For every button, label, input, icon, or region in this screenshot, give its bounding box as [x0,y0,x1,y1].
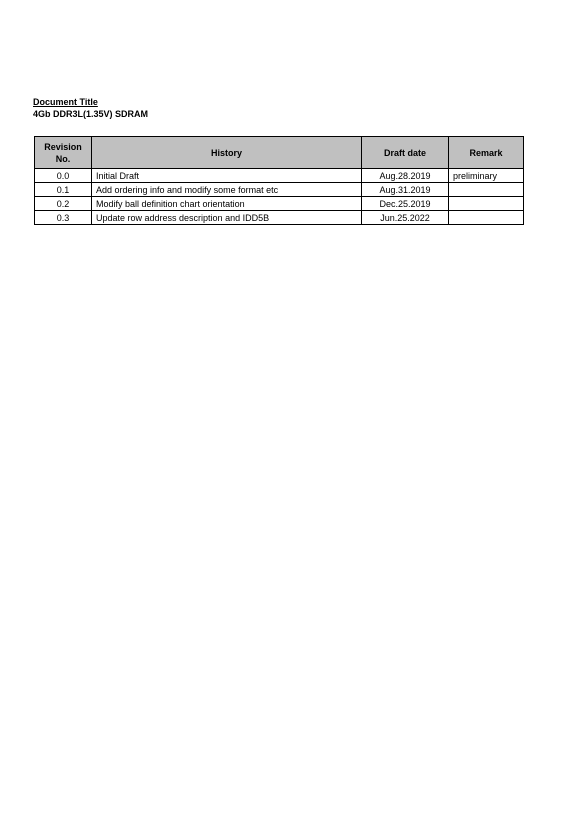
document-heading [33,96,148,120]
header-draft-date: Draft date [362,137,449,169]
cell-draft-date: Aug.31.2019 [362,183,449,197]
cell-history: Add ordering info and modify some format etc [92,183,362,197]
cell-remark: preliminary [449,169,524,183]
header-revision-line2: No. [55,153,71,164]
cell-remark [449,183,524,197]
header-remark: Remark [449,137,524,169]
cell-draft-date: Aug.28.2019 [362,169,449,183]
revision-history-table [34,136,524,225]
cell-history: Initial Draft [92,169,362,183]
cell-revision: 0.2 [35,197,92,211]
header-revision-line1: Revision [44,141,82,152]
cell-draft-date: Dec.25.2019 [362,197,449,211]
table-header-row [35,137,524,169]
cell-history: Modify ball definition chart orientation [92,197,362,211]
cell-history: Update row address description and IDD5B [92,211,362,225]
cell-remark [449,197,524,211]
table-row [35,169,524,183]
cell-revision: 0.3 [35,211,92,225]
table-row [35,211,524,225]
table-row [35,183,524,197]
cell-remark [449,211,524,225]
table-row [35,197,524,211]
header-history: History [92,137,362,169]
cell-revision: 0.1 [35,183,92,197]
cell-revision: 0.0 [35,169,92,183]
header-revision [35,137,92,169]
document-title-value: 4Gb DDR3L(1.35V) SDRAM [33,109,149,119]
cell-draft-date: Jun.25.2022 [362,211,449,225]
document-title-label: Document Title [33,97,98,107]
